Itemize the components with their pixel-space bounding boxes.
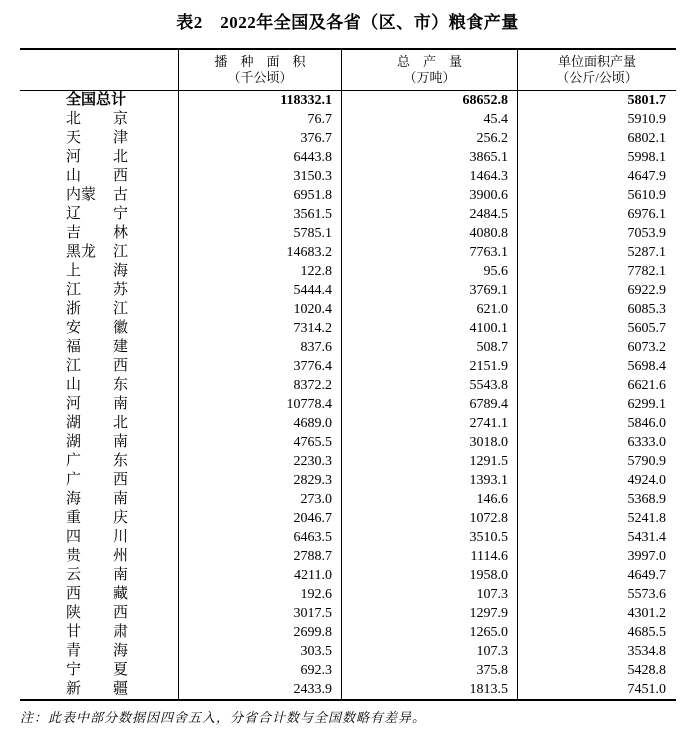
province-name	[66, 186, 128, 205]
total-output-value: 5543.8	[341, 376, 517, 395]
table-row	[20, 566, 676, 585]
province-name-cell	[20, 167, 178, 186]
province-name	[66, 661, 128, 680]
province-name	[66, 224, 128, 243]
province-name-part: 山	[66, 168, 82, 184]
province-name-cell	[20, 186, 178, 205]
province-name-cell	[20, 547, 178, 566]
total-output-value: 7763.1	[341, 243, 517, 262]
province-name	[66, 319, 128, 338]
province-name-part: 南	[112, 396, 128, 412]
table-row	[20, 490, 676, 509]
province-name-part: 浙	[66, 301, 82, 317]
province-name-part: 庆	[112, 510, 128, 526]
province-name-cell	[20, 490, 178, 509]
province-name	[66, 262, 128, 281]
province-name-part: 西	[112, 605, 128, 621]
sown-area-value: 118332.1	[178, 91, 341, 110]
yield-value: 5368.9	[517, 490, 676, 509]
sown-area-value: 837.6	[178, 338, 341, 357]
province-name-part: 海	[66, 491, 82, 507]
province-name-part: 河	[66, 396, 82, 412]
province-name-part: 广	[66, 453, 82, 469]
province-name	[66, 338, 128, 357]
province-name-part: 河	[66, 149, 82, 165]
province-name-cell	[20, 433, 178, 452]
header-total-output-label: 总 产 量	[396, 54, 462, 69]
total-output-value: 1291.5	[341, 452, 517, 471]
province-name-part: 东	[112, 377, 128, 393]
province-name-cell	[20, 566, 178, 585]
table-title: 表2 2022年全国及各省（区、市）粮食产量	[176, 13, 519, 32]
table-row	[20, 433, 676, 452]
yield-value: 4685.5	[517, 623, 676, 642]
table-row	[20, 205, 676, 224]
total-output-value: 3900.6	[341, 186, 517, 205]
yield-value: 5790.9	[517, 452, 676, 471]
province-name-part: 北	[112, 149, 128, 165]
table-row	[20, 338, 676, 357]
province-name	[66, 395, 128, 414]
sown-area-value: 692.3	[178, 661, 341, 680]
sown-area-value: 303.5	[178, 642, 341, 661]
province-name	[66, 642, 128, 661]
header-total-output-unit: （万吨）	[403, 70, 456, 85]
province-name-part: 四	[66, 529, 82, 545]
total-output-value: 1393.1	[341, 471, 517, 490]
table-row	[20, 91, 676, 110]
total-output-value: 256.2	[341, 129, 517, 148]
province-name-cell	[20, 300, 178, 319]
province-name-part: 西	[112, 168, 128, 184]
province-name-part: 内蒙	[66, 187, 97, 203]
total-output-value: 107.3	[341, 642, 517, 661]
sown-area-value: 6443.8	[178, 148, 341, 167]
province-name	[66, 91, 128, 110]
province-name-part: 北	[66, 111, 82, 127]
sown-area-value: 76.7	[178, 110, 341, 129]
yield-value: 4649.7	[517, 566, 676, 585]
sown-area-value: 4689.0	[178, 414, 341, 433]
table-row	[20, 186, 676, 205]
province-name-part: 西	[112, 472, 128, 488]
sown-area-value: 6463.5	[178, 528, 341, 547]
province-name-cell	[20, 205, 178, 224]
total-output-value: 6789.4	[341, 395, 517, 414]
province-name-part: 海	[112, 643, 128, 659]
sown-area-value: 2788.7	[178, 547, 341, 566]
sown-area-value: 3561.5	[178, 205, 341, 224]
yield-value: 5910.9	[517, 110, 676, 129]
total-output-value: 375.8	[341, 661, 517, 680]
province-name-part: 北	[112, 415, 128, 431]
total-output-value: 95.6	[341, 262, 517, 281]
province-name	[66, 604, 128, 623]
total-output-value: 1958.0	[341, 566, 517, 585]
table-row	[20, 110, 676, 129]
header-yield	[517, 50, 676, 90]
province-name-part: 福	[66, 339, 82, 355]
yield-value: 5998.1	[517, 148, 676, 167]
total-output-value: 4080.8	[341, 224, 517, 243]
province-name	[66, 376, 128, 395]
yield-value: 3534.8	[517, 642, 676, 661]
province-name-part: 徽	[112, 320, 128, 336]
header-stub-cell	[20, 50, 178, 90]
yield-value: 5287.1	[517, 243, 676, 262]
yield-value: 5241.8	[517, 509, 676, 528]
province-name-cell	[20, 509, 178, 528]
total-output-value: 4100.1	[341, 319, 517, 338]
province-name-cell	[20, 642, 178, 661]
table-row	[20, 528, 676, 547]
province-name	[66, 547, 128, 566]
province-name	[66, 528, 128, 547]
province-name	[66, 490, 128, 509]
province-name-cell	[20, 376, 178, 395]
province-name	[66, 623, 128, 642]
total-output-value: 2151.9	[341, 357, 517, 376]
province-name-part: 苏	[112, 282, 128, 298]
province-name-cell	[20, 623, 178, 642]
yield-value: 5573.6	[517, 585, 676, 604]
province-name-part: 南	[112, 434, 128, 450]
province-name	[66, 471, 128, 490]
header-yield-label: 单位面积产量	[557, 54, 636, 69]
yield-value: 5801.7	[517, 91, 676, 110]
province-name	[66, 205, 128, 224]
province-name-part: 吉	[66, 225, 82, 241]
yield-value: 6085.3	[517, 300, 676, 319]
table-row	[20, 680, 676, 699]
province-name-part: 江	[66, 358, 82, 374]
total-output-value: 621.0	[341, 300, 517, 319]
sown-area-value: 273.0	[178, 490, 341, 509]
province-name-cell	[20, 243, 178, 262]
yield-value: 5610.9	[517, 186, 676, 205]
yield-value: 5698.4	[517, 357, 676, 376]
province-name	[66, 129, 128, 148]
province-name-part: 江	[66, 282, 82, 298]
yield-value: 6976.1	[517, 205, 676, 224]
sown-area-value: 2699.8	[178, 623, 341, 642]
province-name-part: 古	[112, 187, 128, 203]
province-name-part: 建	[112, 339, 128, 355]
table-row	[20, 623, 676, 642]
table-row	[20, 452, 676, 471]
province-name	[66, 243, 128, 262]
province-name-cell	[20, 110, 178, 129]
province-name-part: 南	[112, 567, 128, 583]
sown-area-value: 2046.7	[178, 509, 341, 528]
yield-value: 7451.0	[517, 680, 676, 699]
table-row	[20, 167, 676, 186]
total-output-value: 45.4	[341, 110, 517, 129]
province-name-cell	[20, 680, 178, 699]
header-sown-area	[178, 50, 341, 90]
yield-value: 5428.8	[517, 661, 676, 680]
grain-production-table	[20, 48, 676, 701]
province-name-part: 宁	[112, 206, 128, 222]
province-name	[66, 585, 128, 604]
province-name-cell	[20, 224, 178, 243]
province-name-cell	[20, 585, 178, 604]
province-name-part: 藏	[112, 586, 128, 602]
province-name-cell	[20, 395, 178, 414]
province-name	[66, 680, 128, 699]
province-name	[66, 110, 128, 129]
total-output-value: 1297.9	[341, 604, 517, 623]
province-name-cell	[20, 604, 178, 623]
province-name-part: 天	[66, 130, 82, 146]
table-row	[20, 243, 676, 262]
yield-value: 3997.0	[517, 547, 676, 566]
province-name-part: 东	[112, 453, 128, 469]
province-name-part: 肃	[112, 624, 128, 640]
total-output-value: 1265.0	[341, 623, 517, 642]
province-name	[66, 452, 128, 471]
province-name-part: 全国总计	[66, 92, 127, 108]
yield-value: 4924.0	[517, 471, 676, 490]
province-name-part: 津	[112, 130, 128, 146]
sown-area-value: 6951.8	[178, 186, 341, 205]
table-row	[20, 395, 676, 414]
header-yield-unit: （公斤/公顷）	[556, 70, 638, 85]
yield-value: 6073.2	[517, 338, 676, 357]
yield-value: 4301.2	[517, 604, 676, 623]
table-row	[20, 376, 676, 395]
sown-area-value: 2433.9	[178, 680, 341, 699]
province-name-part: 广	[66, 472, 82, 488]
province-name-cell	[20, 262, 178, 281]
province-name-cell	[20, 319, 178, 338]
province-name-part: 贵	[66, 548, 82, 564]
total-output-value: 2484.5	[341, 205, 517, 224]
province-name-part: 重	[66, 510, 82, 526]
table-row	[20, 357, 676, 376]
province-name-part: 南	[112, 491, 128, 507]
province-name-part: 山	[66, 377, 82, 393]
yield-value: 6802.1	[517, 129, 676, 148]
province-name-cell	[20, 281, 178, 300]
table-row	[20, 300, 676, 319]
province-name-cell	[20, 91, 178, 110]
sown-area-value: 7314.2	[178, 319, 341, 338]
yield-value: 4647.9	[517, 167, 676, 186]
province-name-cell	[20, 148, 178, 167]
province-name-part: 疆	[112, 681, 128, 697]
table-row	[20, 585, 676, 604]
total-output-value: 1072.8	[341, 509, 517, 528]
sown-area-value: 3150.3	[178, 167, 341, 186]
sown-area-value: 10778.4	[178, 395, 341, 414]
province-name	[66, 148, 128, 167]
total-output-value: 1464.3	[341, 167, 517, 186]
sown-area-value: 5785.1	[178, 224, 341, 243]
province-name-part: 辽	[66, 206, 82, 222]
total-output-value: 3510.5	[341, 528, 517, 547]
header-sown-area-unit: （千公顷）	[227, 70, 293, 85]
province-name-part: 江	[112, 244, 128, 260]
total-output-value: 1813.5	[341, 680, 517, 699]
table-row	[20, 604, 676, 623]
province-name	[66, 433, 128, 452]
province-name-part: 湖	[66, 434, 82, 450]
province-name	[66, 167, 128, 186]
province-name	[66, 357, 128, 376]
total-output-value: 107.3	[341, 585, 517, 604]
province-name-part: 京	[112, 111, 128, 127]
province-name-part: 新	[66, 681, 82, 697]
total-output-value: 3769.1	[341, 281, 517, 300]
total-output-value: 1114.6	[341, 547, 517, 566]
province-name-cell	[20, 338, 178, 357]
province-name	[66, 414, 128, 433]
yield-value: 6922.9	[517, 281, 676, 300]
province-name-part: 安	[66, 320, 82, 336]
table-row	[20, 262, 676, 281]
sown-area-value: 1020.4	[178, 300, 341, 319]
yield-value: 5846.0	[517, 414, 676, 433]
province-name-part: 青	[66, 643, 82, 659]
province-name-part: 江	[112, 301, 128, 317]
yield-value: 6621.6	[517, 376, 676, 395]
province-name-part: 湖	[66, 415, 82, 431]
province-name-part: 西	[66, 586, 82, 602]
sown-area-value: 3017.5	[178, 604, 341, 623]
header-sown-area-label: 播 种 面 积	[214, 54, 306, 69]
table-row	[20, 509, 676, 528]
footnote: 注：此表中部分数据因四舍五入，分省合计数与全国数略有差异。	[20, 710, 427, 725]
province-name-cell	[20, 452, 178, 471]
total-output-value: 146.6	[341, 490, 517, 509]
sown-area-value: 2230.3	[178, 452, 341, 471]
province-name	[66, 566, 128, 585]
sown-area-value: 122.8	[178, 262, 341, 281]
total-output-value: 68652.8	[341, 91, 517, 110]
table-row	[20, 414, 676, 433]
yield-value: 5605.7	[517, 319, 676, 338]
header-total-output	[341, 50, 517, 90]
total-output-value: 3865.1	[341, 148, 517, 167]
total-output-value: 508.7	[341, 338, 517, 357]
yield-value: 7782.1	[517, 262, 676, 281]
sown-area-value: 3776.4	[178, 357, 341, 376]
province-name-part: 上	[66, 263, 82, 279]
table-row	[20, 661, 676, 680]
table-row	[20, 471, 676, 490]
table-body	[20, 91, 676, 699]
province-name-cell	[20, 357, 178, 376]
total-output-value: 3018.0	[341, 433, 517, 452]
province-name-part: 夏	[112, 662, 128, 678]
province-name-part: 西	[112, 358, 128, 374]
table-row	[20, 281, 676, 300]
province-name-part: 海	[112, 263, 128, 279]
province-name-cell	[20, 414, 178, 433]
province-name-part: 川	[112, 529, 128, 545]
sown-area-value: 5444.4	[178, 281, 341, 300]
sown-area-value: 4765.5	[178, 433, 341, 452]
province-name-part: 州	[112, 548, 128, 564]
table-row	[20, 224, 676, 243]
province-name-part: 陕	[66, 605, 82, 621]
table-row	[20, 319, 676, 338]
province-name-part: 甘	[66, 624, 82, 640]
province-name-part: 云	[66, 567, 82, 583]
sown-area-value: 8372.2	[178, 376, 341, 395]
province-name-part: 黑龙	[66, 244, 97, 260]
province-name-part: 宁	[66, 662, 82, 678]
yield-value: 5431.4	[517, 528, 676, 547]
table-row	[20, 547, 676, 566]
sown-area-value: 192.6	[178, 585, 341, 604]
sown-area-value: 2829.3	[178, 471, 341, 490]
table-row	[20, 129, 676, 148]
province-name	[66, 300, 128, 319]
sown-area-value: 4211.0	[178, 566, 341, 585]
province-name-cell	[20, 661, 178, 680]
province-name-part: 林	[112, 225, 128, 241]
province-name-cell	[20, 528, 178, 547]
yield-value: 6333.0	[517, 433, 676, 452]
yield-value: 7053.9	[517, 224, 676, 243]
province-name-cell	[20, 471, 178, 490]
table-row	[20, 642, 676, 661]
sown-area-value: 14683.2	[178, 243, 341, 262]
sown-area-value: 376.7	[178, 129, 341, 148]
yield-value: 6299.1	[517, 395, 676, 414]
table-row	[20, 148, 676, 167]
province-name	[66, 281, 128, 300]
province-name	[66, 509, 128, 528]
table-header-row	[20, 50, 676, 91]
total-output-value: 2741.1	[341, 414, 517, 433]
province-name-cell	[20, 129, 178, 148]
